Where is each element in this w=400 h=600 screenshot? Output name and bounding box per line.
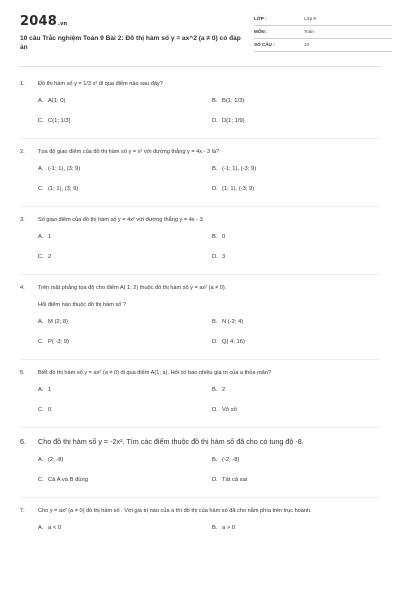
question-1 [20, 80, 380, 128]
option-a[interactable]: A. (2; -8) [38, 457, 64, 463]
document-meta [254, 15, 392, 54]
meta-value: Toán [304, 29, 314, 34]
question-number: 2. [20, 149, 25, 155]
option-b[interactable]: B. N (-2; 4) [212, 319, 244, 325]
question-number: 5. [20, 370, 25, 376]
meta-label: MÔN : [254, 29, 268, 34]
meta-value: 10 [304, 42, 310, 47]
question-list [20, 80, 380, 535]
question-5 [20, 369, 380, 417]
option-text: B(1; 1/3) [222, 98, 245, 104]
option-text: 1 [48, 387, 52, 393]
option-d[interactable]: D. 3 [212, 254, 226, 260]
option-text: P( -3; 9) [48, 339, 69, 345]
question-number: 4. [20, 285, 25, 291]
option-text: A(1; 0) [48, 98, 66, 104]
question-text: Trên mặt phẳng tọa độ cho điểm A( 1; 2) thuộc đồ thị hàm số y = ax² (a ≠ 0). [38, 285, 227, 291]
option-text: D(1; 1/9) [222, 118, 245, 124]
option-c[interactable]: C. 2 [38, 254, 52, 260]
option-text: N (-2; 4) [222, 319, 244, 325]
option-text: C(1; 1/3) [48, 118, 71, 124]
option-d[interactable]: D. Tất cả sai [212, 477, 248, 483]
question-separator [20, 138, 380, 139]
question-separator [20, 274, 380, 275]
question-3 [20, 216, 380, 264]
option-text: 3 [222, 254, 226, 260]
option-b[interactable]: B. (-1; 1), (-3; 9) [212, 166, 257, 172]
option-d[interactable]: D. Q( 4; 16) [212, 339, 245, 345]
meta-row-question-count [254, 41, 392, 52]
option-text: a > 0 [222, 525, 236, 531]
question-separator [20, 359, 380, 360]
option-text: Tất cả sai [222, 477, 248, 483]
option-text: 0 [48, 407, 52, 413]
question-number: 6. [20, 437, 26, 446]
logo-text: 2048 [20, 14, 57, 29]
option-c[interactable]: C. (1; 1), (3; 9) [38, 186, 79, 192]
option-c[interactable]: C. C(1; 1/3) [38, 118, 71, 124]
header-divider [18, 66, 382, 67]
option-text: (-1; 1), (-3; 9) [222, 166, 257, 172]
option-b[interactable]: B. 2 [212, 387, 226, 393]
meta-row-class [254, 15, 392, 26]
question-number: 3. [20, 217, 25, 223]
option-b[interactable]: B. B(1; 1/3) [212, 98, 245, 104]
meta-label: SỐ CÂU : [254, 42, 275, 47]
option-text: Cả A và B đúng [48, 477, 88, 483]
page-header [20, 12, 392, 62]
question-subtext: Hỏi điểm nào thuộc đồ thị hàm số ? [38, 302, 126, 308]
question-7 [20, 507, 380, 535]
option-text: M (2; 8) [48, 319, 68, 325]
document-title: 10 câu Trắc nghiệm Toán 9 Bài 2: Đồ thị hàm số y = ax^2 (a ≠ 0) có đáp án [20, 35, 241, 51]
option-a[interactable]: A. (-1; 1), (3; 9) [38, 166, 81, 172]
option-a[interactable]: A. 1 [38, 387, 52, 393]
option-b[interactable]: B. a > 0 [212, 525, 236, 531]
meta-label: LỚP : [254, 16, 267, 21]
option-b[interactable]: B. 0 [212, 234, 226, 240]
meta-row-subject [254, 28, 392, 39]
option-d[interactable]: D. D(1; 1/9) [212, 118, 245, 124]
question-text: Biết đồ thị hàm số y = ax² (a ≠ 0) đi qua điểm A(1; a). Hỏi có bao nhiêu giá trị của a thỏa mãn? [38, 370, 272, 376]
meta-value: Lớp 9 [304, 16, 316, 21]
site-logo[interactable] [20, 14, 67, 29]
question-6 [20, 437, 380, 487]
question-number: 7. [20, 508, 25, 514]
option-a[interactable]: A. M (2; 8) [38, 319, 68, 325]
option-text: (-2; -8) [222, 457, 240, 463]
option-text: (1; 1), (3; 9) [48, 186, 79, 192]
option-a[interactable]: A. a < 0 [38, 525, 62, 531]
option-text: 2 [222, 387, 226, 393]
option-text: 2 [48, 254, 52, 260]
question-text: Đồ thị hàm số y = 1/3 x² đi qua điểm nào sau đây? [38, 81, 163, 87]
question-separator [20, 497, 380, 498]
question-text: Cho đồ thị hàm số y = -2x². Tìm các điểm thuộc đồ thị hàm số đã cho có tung độ -8. [38, 437, 304, 446]
option-text: 0 [222, 234, 226, 240]
option-text: Q( 4; 16) [222, 339, 245, 345]
option-text: (2; -8) [48, 457, 64, 463]
question-separator [20, 206, 380, 207]
question-number: 1. [20, 81, 25, 87]
option-text: 1 [48, 234, 52, 240]
option-text: (1; 1), (-3; 9) [222, 186, 255, 192]
option-text: (-1; 1), (3; 9) [48, 166, 81, 172]
option-c[interactable]: C. P( -3; 9) [38, 339, 69, 345]
option-c[interactable]: C. Cả A và B đúng [38, 477, 88, 483]
option-a[interactable]: A. A(1; 0) [38, 98, 66, 104]
question-text: Tọa độ giao điểm của đồ thị hàm số y = x² với đường thẳng y = 4x - 3 là? [38, 149, 220, 155]
question-2 [20, 148, 380, 196]
option-text: a < 0 [48, 525, 62, 531]
option-d[interactable]: D. Vô số [212, 407, 237, 413]
logo-suffix: .vn [57, 21, 68, 27]
question-separator [20, 427, 380, 428]
option-a[interactable]: A. 1 [38, 234, 52, 240]
option-d[interactable]: D. (1; 1), (-3; 9) [212, 186, 255, 192]
question-text: Cho y = ax² (a ≠ 0) đồ thị hàm số . Với giá trị nào của a thì đồ thị của hàm số đã cho nằm phía trên trục hoành. [38, 508, 312, 514]
option-text: Vô số [222, 407, 237, 413]
question-text: Số giao điểm của đồ thị hàm số y = 4x² với đường thẳng y = 4x - 3 [38, 217, 203, 223]
option-b[interactable]: B. (-2; -8) [212, 457, 240, 463]
question-4 [20, 284, 380, 349]
option-c[interactable]: C. 0 [38, 407, 52, 413]
